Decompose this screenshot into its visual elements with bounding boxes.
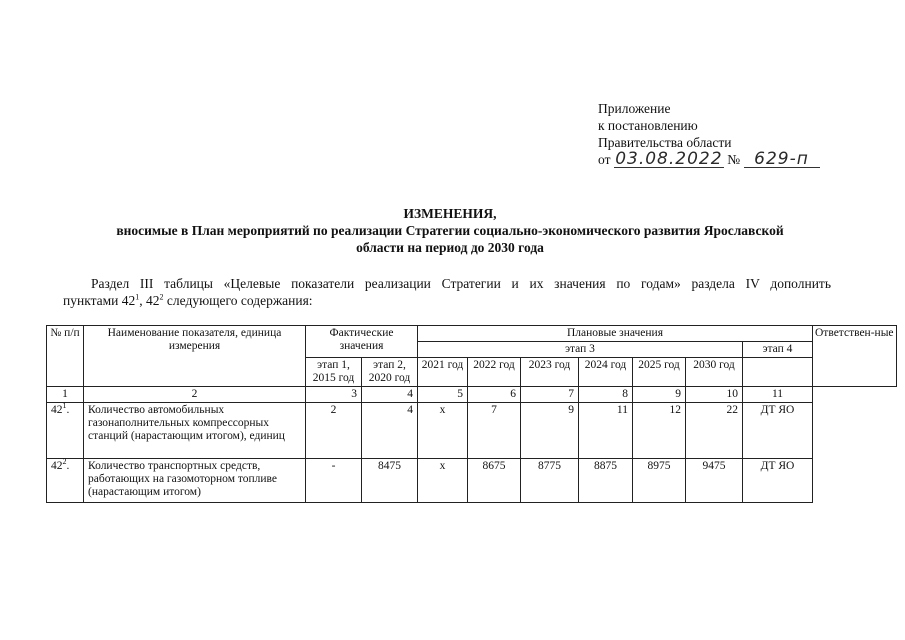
header-stage-3: этап 3	[418, 342, 743, 358]
intro-prefix: пунктами 42	[63, 293, 136, 308]
row-value-2024: 11	[579, 403, 633, 459]
number-label: №	[727, 152, 741, 167]
table-row	[47, 459, 897, 503]
indicators-table	[46, 325, 897, 503]
header-stage-2: этап 2, 2020 год	[362, 358, 418, 387]
intro-sup-1: 1	[135, 292, 140, 302]
column-number: 3	[306, 387, 362, 403]
row-value-2020: 4	[362, 403, 418, 459]
handwritten-date: 03.08.2022	[615, 149, 723, 169]
row-number	[47, 459, 84, 503]
column-number: 11	[743, 387, 813, 403]
header-planned: Плановые значения	[418, 326, 813, 342]
header-actual: Фактические значения	[306, 326, 418, 358]
document-subtitle-line-1: вносимые в План мероприятий по реализации Стратегии социально-экономического развития Ярославской	[116, 223, 784, 238]
row-number-suffix: .	[66, 460, 70, 472]
row-number-suffix: .	[66, 404, 70, 416]
column-number: 10	[686, 387, 743, 403]
appendix-block	[598, 100, 820, 168]
header-num: № п/п	[47, 326, 84, 387]
row-value-2015: -	[306, 459, 362, 503]
appendix-line-1: Приложение	[598, 101, 671, 116]
row-value-2023: 8775	[521, 459, 579, 503]
row-number	[47, 403, 84, 459]
column-number: 1	[47, 387, 84, 403]
appendix-line-3: Правительства области	[598, 135, 732, 150]
header-responsible: Ответствен-ные	[813, 326, 897, 387]
header-2021: 2021 год	[418, 358, 468, 387]
row-value-2021: х	[418, 403, 468, 459]
from-label: от	[598, 152, 611, 167]
row-number-sup: 1	[62, 401, 67, 411]
row-value-2025: 8975	[633, 459, 686, 503]
column-number: 9	[633, 387, 686, 403]
appendix-line-2: к постановлению	[598, 118, 698, 133]
row-responsible: ДТ ЯО	[743, 459, 813, 503]
intro-mid: , 42	[139, 293, 160, 308]
column-number: 7	[521, 387, 579, 403]
column-number: 5	[418, 387, 468, 403]
row-responsible: ДТ ЯО	[743, 403, 813, 459]
row-value-2015: 2	[306, 403, 362, 459]
row-value-2024: 8875	[579, 459, 633, 503]
row-value-2021: х	[418, 459, 468, 503]
column-number: 4	[362, 387, 418, 403]
table-row	[47, 403, 897, 459]
intro-line-1: Раздел III таблицы «Целевые показатели реализации Стратегии и их значения по годам» раздела IV дополнить	[91, 276, 831, 291]
column-numbers-row	[47, 387, 897, 403]
header-2023: 2023 год	[521, 358, 579, 387]
row-number-main: 42	[51, 404, 63, 416]
document-subtitle-line-2: области на период до 2030 года	[356, 240, 544, 255]
row-indicator-name: Количество автомобильных газонаполнительных компрессорных станций (нарастающим итогом), единиц	[84, 403, 306, 459]
header-name: Наименование показателя, единица измерения	[84, 326, 306, 387]
row-number-main: 42	[51, 460, 63, 472]
document-title: ИЗМЕНЕНИЯ,	[403, 206, 497, 221]
row-indicator-name: Количество транспортных средств, работающих на газомоторном топливе (нарастающим итогом)	[84, 459, 306, 503]
header-2025: 2025 год	[633, 358, 686, 387]
header-2024: 2024 год	[579, 358, 633, 387]
row-value-2030: 9475	[686, 459, 743, 503]
row-value-2023: 9	[521, 403, 579, 459]
header-2022: 2022 год	[468, 358, 521, 387]
header-stage-4: этап 4	[743, 342, 813, 358]
intro-line-2	[63, 292, 831, 309]
header-2030: 2030 год	[686, 358, 743, 387]
row-number-sup: 2	[62, 457, 67, 467]
intro-paragraph	[63, 275, 831, 309]
row-value-2022: 8675	[468, 459, 521, 503]
intro-sup-2: 2	[159, 292, 164, 302]
row-value-2025: 12	[633, 403, 686, 459]
column-number: 6	[468, 387, 521, 403]
row-value-2030: 22	[686, 403, 743, 459]
intro-suffix: следующего содержания:	[163, 293, 313, 308]
column-number: 2	[84, 387, 306, 403]
column-number: 8	[579, 387, 633, 403]
appendix-date-line	[598, 151, 820, 168]
handwritten-number: 629-п	[744, 151, 820, 168]
row-value-2020: 8475	[362, 459, 418, 503]
header-stage-1: этап 1, 2015 год	[306, 358, 362, 387]
row-value-2022: 7	[468, 403, 521, 459]
